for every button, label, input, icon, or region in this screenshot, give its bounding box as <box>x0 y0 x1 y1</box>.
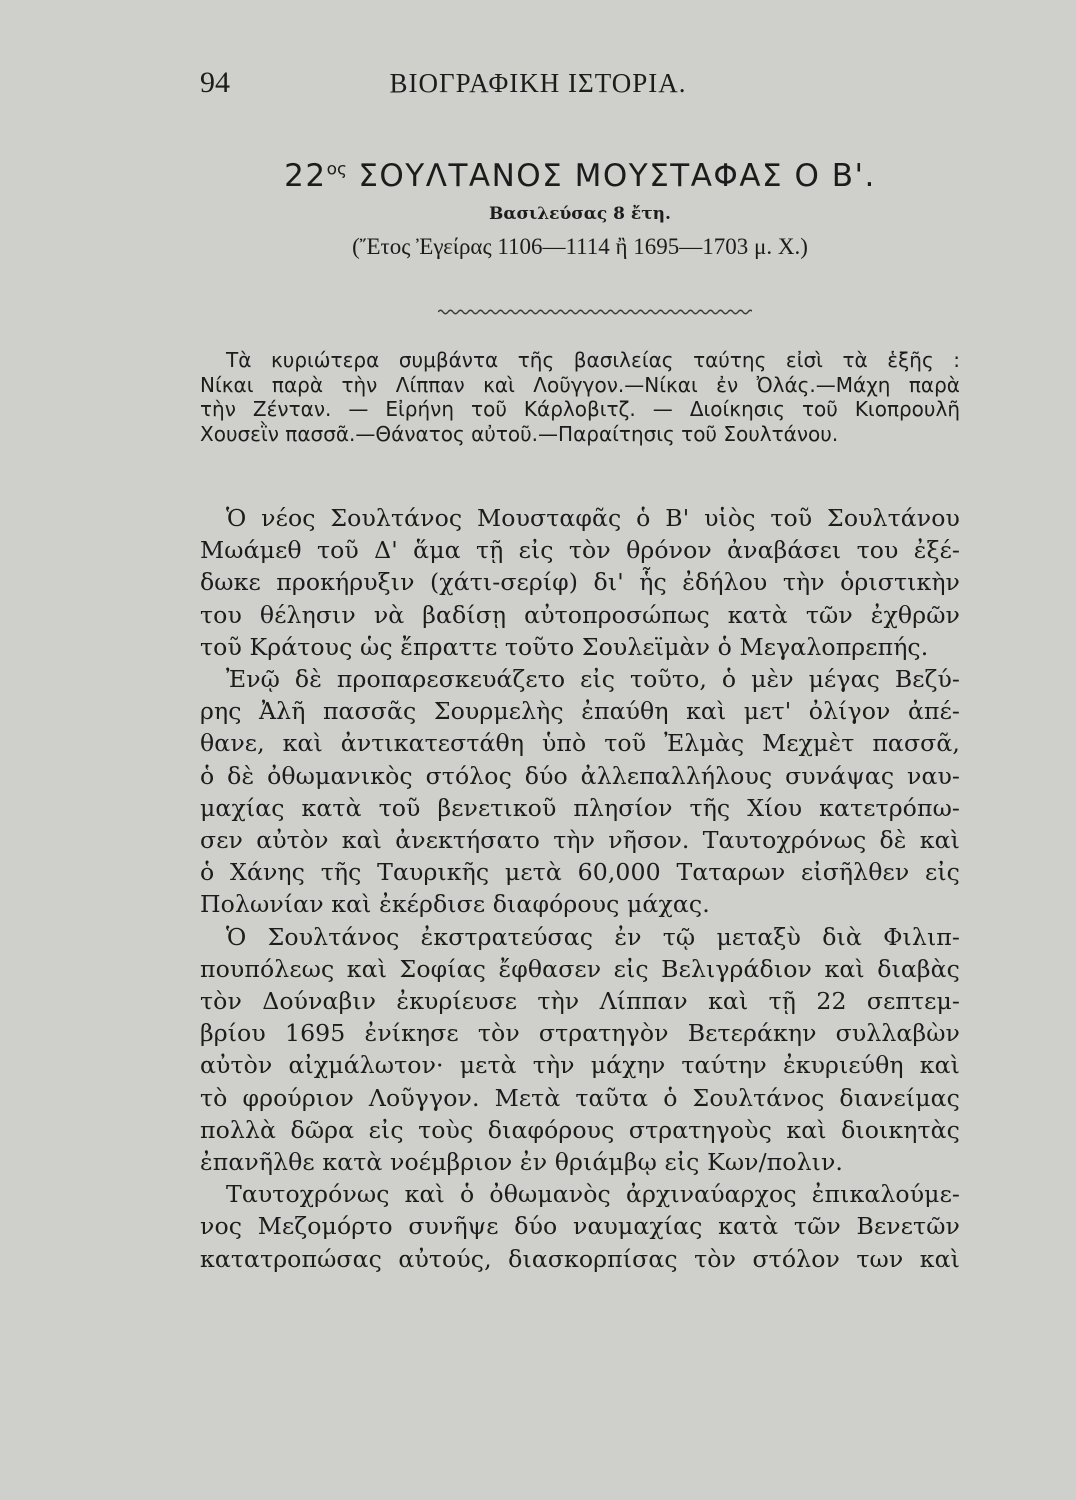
body-line: Μωάμεθ τοῦ Δ' ἅμα τῇ εἰς τὸν θρόνον ἀναβάσει του ἐξέ- <box>200 536 960 565</box>
page-number: 94 <box>200 66 230 99</box>
body-line: Ὁ Σουλτάνος ἐκστρατεύσας ἐν τῷ μεταξὺ διὰ Φιλιπ- <box>226 922 960 951</box>
body-line: ὁ δὲ ὀθωμανικὸς στόλος δύο ἀλλεπαλλήλους συνάψας ναυ- <box>200 761 960 790</box>
chapter-number: 22 <box>284 158 327 194</box>
body-line: δωκε προκήρυξιν (χάτι-σερίφ) δι' ἧς ἐδήλου τὴν ὁριστικὴν <box>200 568 960 597</box>
summary-line: Χουσεῒν πασσᾶ.—Θάνατος αὐτοῦ.—Παραίτησις τοῦ Σουλτάνου. <box>200 421 839 446</box>
chapter-title <box>200 158 960 194</box>
body-text <box>200 502 960 1275</box>
body-line: τοῦ Κράτους ὡς ἔπραττε τοῦτο Σουλεϊμὰν ὁ Μεγαλοπρεπής. <box>200 632 929 661</box>
reign-dates: (Ἔτος Ἐγείρας 1106—1114 ἢ 1695—1703 μ. Χ.) <box>352 234 808 259</box>
body-line: τὸν Δούναβιν ἐκυρίευσε τὴν Λίππαν καὶ τῇ 22 σεπτεμ- <box>200 987 960 1016</box>
summary-line: τὴν Ζένταν. — Εἰρήνη τοῦ Κάρλοβιτζ. — Διοίκησις τοῦ Κιοπρουλῆ <box>200 397 960 421</box>
reign-length: Βασιλεύσας 8 ἔτη. <box>489 204 671 224</box>
body-line: μαχίας κατὰ τοῦ βενετικοῦ πλησίον τῆς Χίου κατετρόπω- <box>200 793 960 822</box>
body-line: σεν αὐτὸν καὶ ἀνεκτήσατο τὴν νῆσον. Ταυτοχρόνως δὲ καὶ <box>200 826 960 855</box>
chapter-summary <box>200 348 960 446</box>
body-line: Ὁ νέος Σουλτάνος Μουσταφᾶς ὁ Β' υἱὸς τοῦ Σουλτάνου <box>226 504 960 532</box>
running-head <box>0 66 1076 106</box>
body-line: ρης Ἀλῆ πασσᾶς Σουρμελὴς ἐπαύθη καὶ μετ' ὀλίγον ἀπέ- <box>200 697 960 726</box>
chapter-ordinal-suffix: ος <box>326 159 347 180</box>
body-line: Ταυτοχρόνως καὶ ὁ ὀθωμανὸς ἀρχιναύαρχος ἐπικαλούμε- <box>226 1180 960 1209</box>
body-line: ἐπανῆλθε κατὰ νοέμβριον ἐν θριάμβῳ εἰς Κων/πολιν. <box>200 1148 844 1177</box>
summary-line: Τὰ κυριώτερα συμβάντα τῆς βασιλείας ταύτης εἰσὶ τὰ ἑξῆς : <box>226 348 960 372</box>
summary-line: Νίκαι παρὰ τὴν Λίππαν καὶ Λοῦγγον.—Νίκαι ἐν Ὀλάς.—Μάχη παρὰ <box>200 372 960 397</box>
body-line: Πολωνίαν καὶ ἐκέρδισε διαφόρους μάχας. <box>200 890 710 919</box>
body-line: κατατροπώσας αὐτούς, διασκορπίσας τὸν στόλον των καὶ <box>200 1244 960 1273</box>
wavy-divider <box>438 308 752 316</box>
chapter-title-text: ΣΟΥΛΤΑΝΟΣ ΜΟΥΣΤΑΦΑΣ Ο Β'. <box>358 158 876 194</box>
running-title: ΒΙΟΓΡΑΦΙΚΗ ΙΣΤΟΡΙΑ. <box>389 68 687 98</box>
body-line: πουπόλεως καὶ Σοφίας ἔφθασεν εἰς Βελιγράδιον καὶ διαβὰς <box>200 954 960 983</box>
body-line: πολλὰ δῶρα εἰς τοὺς διαφόρους στρατηγοὺς καὶ διοικητὰς <box>200 1115 960 1144</box>
body-line: νος Μεζομόρτο συνῆψε δύο ναυμαχίας κατὰ τῶν Βενετῶν <box>200 1212 960 1241</box>
body-line: τὸ φρούριον Λοῦγγον. Μετὰ ταῦτα ὁ Σουλτάνος διανείμας <box>200 1083 960 1112</box>
body-line: βρίου 1695 ἐνίκησε τὸν στρατηγὸν Βετεράκην συλλαβὼν <box>200 1019 960 1048</box>
body-line: ὁ Χάνης τῆς Ταυρικῆς μετὰ 60,000 Ταταρων εἰσῆλθεν εἰς <box>200 858 960 887</box>
body-line: θανε, καὶ ἀντικατεστάθη ὑπὸ τοῦ Ἐλμὰς Μεχμὲτ πασσᾶ, <box>200 729 960 758</box>
body-line: Ἐνῷ δὲ προπαρεσκευάζετο εἰς τοῦτο, ὁ μὲν μέγας Βεζύ- <box>226 665 960 694</box>
body-line: του θέλησιν νὰ βαδίσῃ αὐτοπροσώπως κατὰ τῶν ἐχθρῶν <box>200 600 960 629</box>
body-line: αὐτὸν αἰχμάλωτον· μετὰ τὴν μάχην ταύτην ἐκυριεύθη καὶ <box>200 1051 960 1080</box>
